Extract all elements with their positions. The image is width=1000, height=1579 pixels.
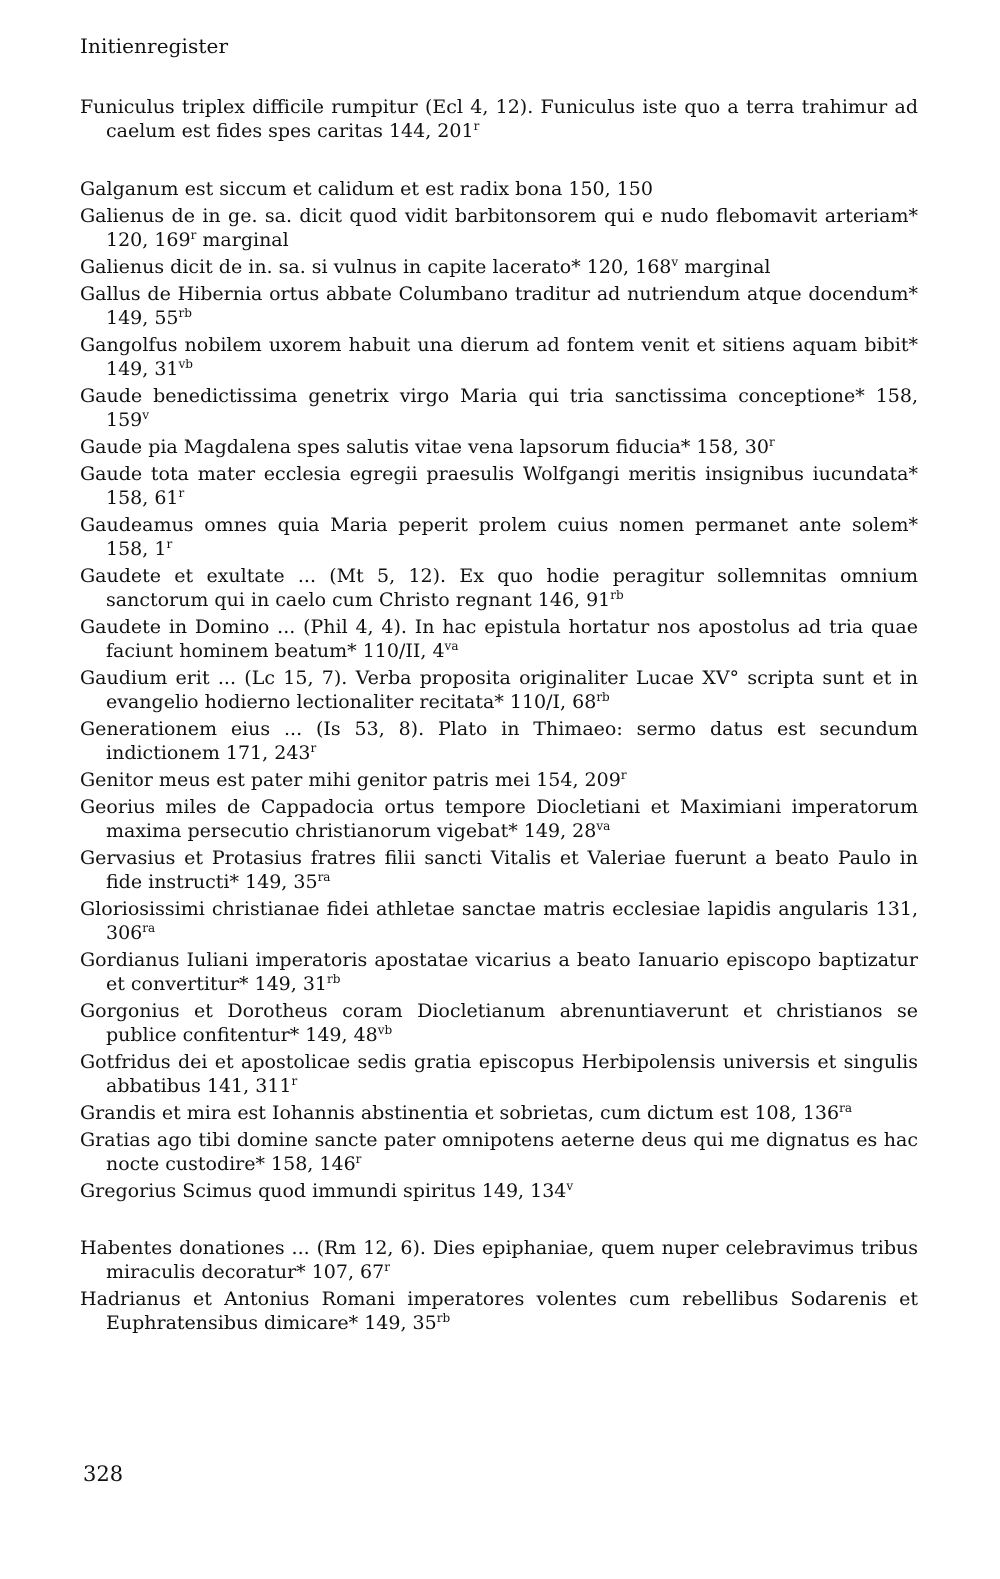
entry-text: Habentes donationes ... (Rm 12, 6). Dies epiphaniae, quem nuper celebravimus tribus miraculis decoratur* 107, 67	[80, 1237, 918, 1283]
folio-side: r	[291, 1073, 298, 1088]
index-entry	[80, 1128, 918, 1176]
entry-text: Gotfridus dei et apostolicae sedis gratia episcopus Herbipolensis universis et singulis abbatibus 141, 311	[80, 1051, 918, 1097]
entry-note: marginal	[678, 256, 771, 278]
index-entry	[80, 948, 918, 996]
folio-side: ra	[142, 920, 156, 935]
index-entry	[80, 435, 918, 459]
entry-text: Gervasius et Protasius fratres filii sancti Vitalis et Valeriae fuerunt a beato Paulo in fide instructi* 149, 35	[80, 847, 918, 893]
entry-text: Gaudeamus omnes quia Maria peperit prolem cuius nomen permanet ante solem* 158, 1	[80, 514, 918, 560]
folio-side: v	[671, 254, 679, 269]
folio-side: r	[310, 740, 317, 755]
index-entry	[80, 1236, 918, 1284]
folio-side: vb	[377, 1022, 393, 1037]
folio-side: ra	[839, 1100, 852, 1115]
entry-text: Galienus dicit de in. sa. si vulnus in capite lacerato* 120, 168	[80, 256, 672, 278]
page-number: 328	[83, 1462, 124, 1486]
folio-side: rb	[327, 971, 341, 986]
entry-text: Gaude benedictissima genetrix virgo Maria qui tria sanctissima conceptione* 158, 159	[80, 385, 918, 431]
folio-side: v	[142, 407, 150, 422]
index-entry	[80, 333, 918, 381]
index-entry	[80, 384, 918, 432]
index-entry	[80, 177, 918, 201]
folio-side: vb	[178, 356, 193, 371]
folio-side: r	[355, 1151, 362, 1166]
entry-text: Gregorius Scimus quod immundi spiritus 149, 134	[80, 1180, 567, 1202]
index-entry	[80, 255, 918, 279]
folio-side: r	[473, 118, 480, 133]
entry-text: Gordianus Iuliani imperatoris apostatae vicarius a beato Ianuario episcopo baptizatur et convertitur* 149, 31	[80, 949, 918, 995]
index-entry	[80, 717, 918, 765]
index-entry	[80, 795, 918, 843]
index-entry	[80, 204, 918, 252]
entry-text: Georius miles de Cappadocia ortus tempore Diocletiani et Maximiani imperatorum maxima persecutio christianorum vigebat* 149, 28	[80, 796, 918, 842]
index-entry	[80, 513, 918, 561]
entry-text: Genitor meus est pater mihi genitor patris mei 154, 209	[80, 769, 621, 791]
entry-text: Gaude pia Magdalena spes salutis vitae vena lapsorum fiducia* 158, 30	[80, 436, 769, 458]
index-entry	[80, 462, 918, 510]
folio-side: va	[596, 818, 611, 833]
entry-text: Galienus de in ge. sa. dicit quod vidit barbitonsorem qui e nudo flebomavit arteriam* 120, 169	[80, 205, 918, 251]
folio-side: r	[620, 767, 627, 782]
index-entry	[80, 615, 918, 663]
running-head: Initienregister	[80, 34, 229, 58]
folio-side: r	[768, 434, 775, 449]
folio-side: rb	[436, 1310, 451, 1325]
folio-side: v	[566, 1178, 574, 1193]
letter-group-divider	[80, 146, 918, 177]
index-entry	[80, 564, 918, 612]
folio-side: r	[178, 485, 185, 500]
folio-side: va	[444, 638, 459, 653]
index-entry	[80, 95, 918, 143]
entry-text: Funiculus triplex difficile rumpitur (Ecl 4, 12). Funiculus iste quo a terra trahimur ad caelum est fides spes caritas 144, 201	[80, 96, 918, 142]
entry-text: Generationem eius ... (Is 53, 8). Plato in Thimaeo: sermo datus est secundum indictionem 171, 243	[80, 718, 918, 764]
entry-text: Gorgonius et Dorotheus coram Diocletianum abrenuntiaverunt et christianos se publice confitentur* 149, 48	[80, 1000, 918, 1046]
entry-text: Gratias ago tibi domine sancte pater omnipotens aeterne deus qui me dignatus es hac nocte custodire* 158, 146	[80, 1129, 918, 1175]
folio-side: r	[190, 227, 197, 242]
folio-side: rb	[610, 587, 624, 602]
entry-text: Gangolfus nobilem uxorem habuit una dierum ad fontem venit et sitiens aquam bibit* 149, 31	[80, 334, 918, 380]
index-entry	[80, 666, 918, 714]
folio-side: ra	[317, 869, 331, 884]
index-entry	[80, 846, 918, 894]
folio-side: r	[384, 1259, 390, 1274]
index-entry	[80, 1179, 918, 1203]
entry-note: marginal	[196, 229, 289, 251]
index-entries	[80, 95, 918, 1338]
index-entry	[80, 999, 918, 1047]
index-entry	[80, 768, 918, 792]
folio-side: rb	[178, 305, 192, 320]
entry-text: Hadrianus et Antonius Romani imperatores volentes cum rebellibus Sodarenis et Euphratensibus dimicare* 149, 35	[80, 1288, 918, 1334]
index-entry	[80, 1101, 918, 1125]
entry-text: Galganum est siccum et calidum et est radix bona 150, 150	[80, 178, 653, 200]
entry-text: Gallus de Hibernia ortus abbate Columbano traditur ad nutriendum atque docendum* 149, 55	[80, 283, 918, 329]
index-entry	[80, 282, 918, 330]
entry-text: Gaude tota mater ecclesia egregii praesulis Wolfgangi meritis insignibus iucundata* 158, 61	[80, 463, 918, 509]
index-entry	[80, 1287, 918, 1335]
folio-side: rb	[596, 689, 610, 704]
entry-text: Grandis et mira est Iohannis abstinentia et sobrietas, cum dictum est 108, 136	[80, 1102, 840, 1124]
index-entry	[80, 897, 918, 945]
entry-text: Gloriosissimi christianae fidei athletae sanctae matris ecclesiae lapidis angularis 131, 306	[80, 898, 918, 944]
entry-text: Gaudete et exultate ... (Mt 5, 12). Ex quo hodie peragitur sollemnitas omnium sanctorum qui in caelo cum Christo regnant 146, 91	[80, 565, 918, 611]
entry-text: Gaudium erit ... (Lc 15, 7). Verba proposita originaliter Lucae XV° scripta sunt et in evangelio hodierno lectionaliter recitata* 110/I, 68	[80, 667, 918, 713]
entry-text: Gaudete in Domino ... (Phil 4, 4). In hac epistula hortatur nos apostolus ad tria quae faciunt hominem beatum* 110/II, 4	[80, 616, 918, 662]
letter-group-divider	[80, 1206, 918, 1236]
folio-side: r	[166, 536, 173, 551]
document-page	[80, 0, 918, 1579]
index-entry	[80, 1050, 918, 1098]
